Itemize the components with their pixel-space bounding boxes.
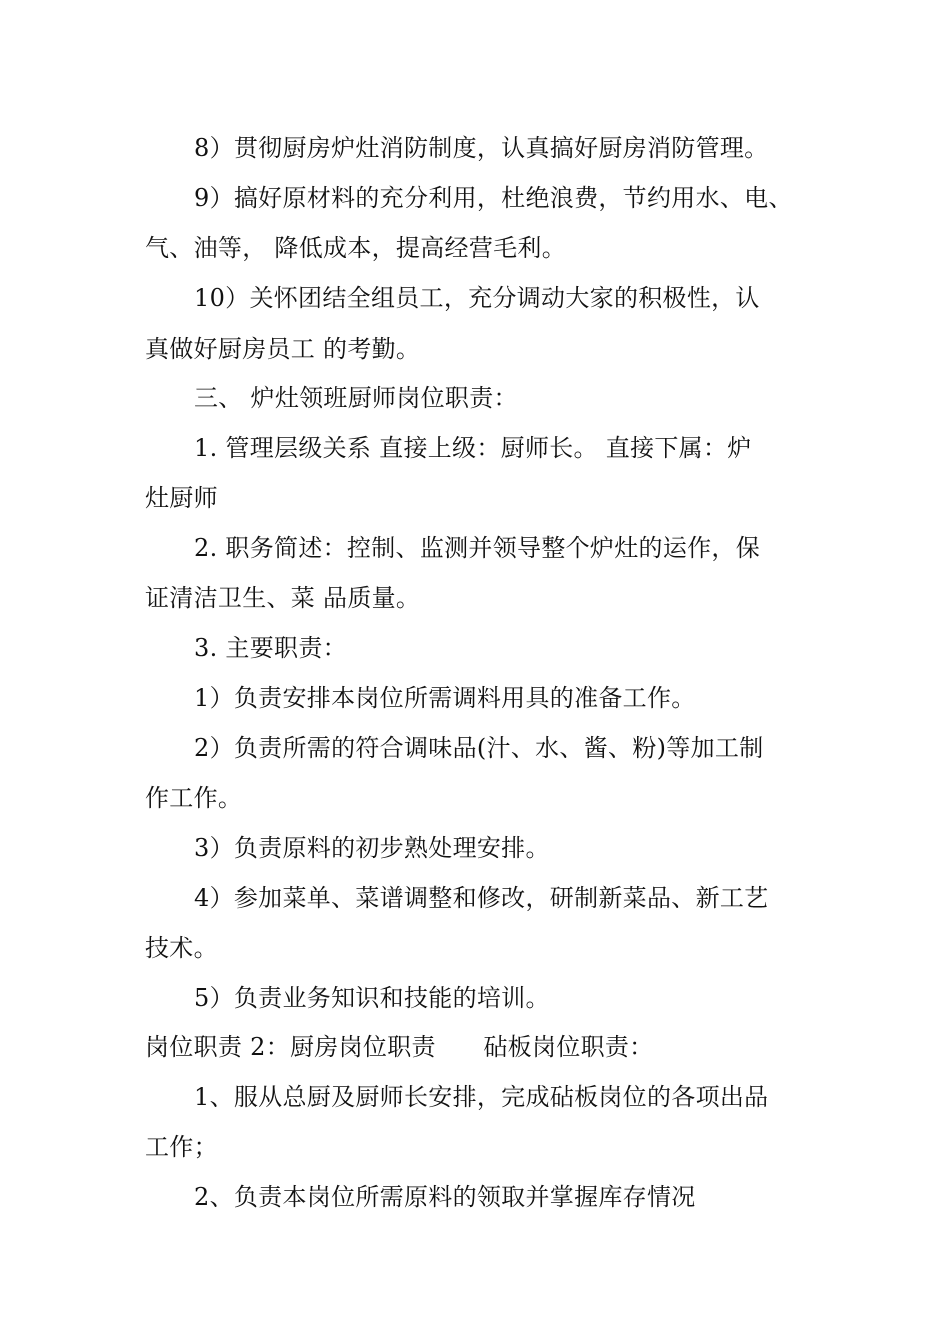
text-line: 3）负责原料的初步熟处理安排。 — [194, 834, 550, 862]
text-line: 8）贯彻厨房炉灶消防制度，认真搞好厨房消防管理。 — [194, 134, 769, 162]
text-line: 1. 管理层级关系 直接上级：厨师长。 直接下属：炉 — [194, 434, 752, 462]
text-line: 气、油等， 降低成本，提高经营毛利。 — [145, 234, 567, 262]
text-line: 3. 主要职责： — [194, 634, 347, 662]
text-line: 2、负责本岗位所需原料的领取并掌握库存情况 — [194, 1183, 696, 1211]
text-line: 作工作。 — [145, 784, 243, 812]
text-line: 证清洁卫生、菜 品质量。 — [145, 584, 421, 612]
text-line: 1、服从总厨及厨师长安排，完成砧板岗位的各项出品 — [194, 1083, 769, 1111]
section-heading: 三、 炉灶领班厨师岗位职责： — [194, 384, 518, 412]
text-line: 工作； — [145, 1133, 218, 1161]
text-line: 2）负责所需的符合调味品(汁、水、酱、粉)等加工制 — [194, 734, 764, 762]
text-line: 1）负责安排本岗位所需调料用具的准备工作。 — [194, 684, 696, 712]
text-line: 灶厨师 — [145, 484, 218, 512]
text-line: 4）参加菜单、菜谱调整和修改，研制新菜品、新工艺 — [194, 884, 769, 912]
text-line: 5）负责业务知识和技能的培训。 — [194, 984, 550, 1012]
text-line: 技术。 — [145, 934, 218, 962]
text-line: 10）关怀团结全组员工，充分调动大家的积极性，认 — [194, 284, 760, 312]
section-heading: 岗位职责 2：厨房岗位职责 砧板岗位职责： — [145, 1033, 654, 1061]
text-line: 真做好厨房员工 的考勤。 — [145, 335, 421, 363]
text-line: 2. 职务简述：控制、监测并领导整个炉灶的运作，保 — [194, 534, 761, 562]
text-line: 9）搞好原材料的充分利用，杜绝浪费，节约用水、电、 — [194, 184, 793, 212]
